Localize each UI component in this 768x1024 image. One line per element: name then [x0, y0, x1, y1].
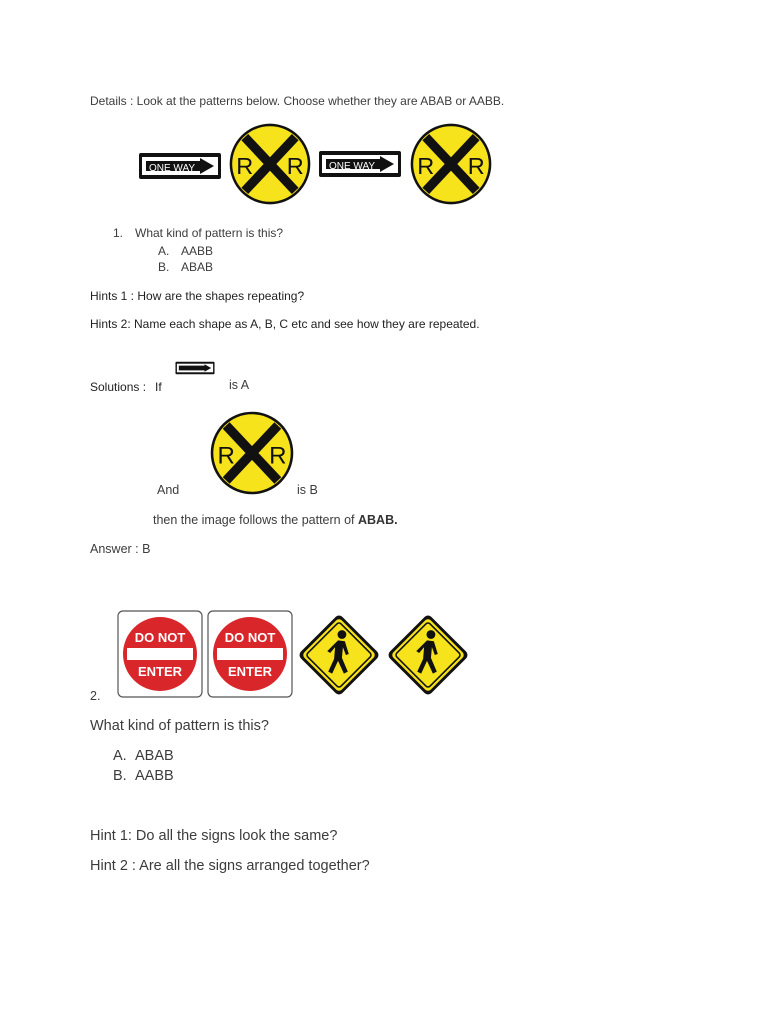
q1-option-b-letter: B.: [158, 260, 170, 274]
one-way-sign-icon: [318, 150, 402, 178]
small-one-way-sign-icon: [175, 361, 215, 375]
q2-hint-1: Hint 1: Do all the signs look the same?: [90, 828, 338, 844]
q2-option-a-text: ABAB: [135, 748, 174, 764]
pedestrian-crossing-sign-icon: [384, 611, 472, 699]
railroad-crossing-sign-icon: [228, 122, 312, 206]
q1-option-a-text: AABB: [181, 244, 214, 258]
one-way-sign-icon: [138, 152, 222, 180]
rr-right-letter: R: [269, 442, 287, 470]
conclusion-pattern: ABAB.: [358, 513, 398, 527]
q2-option-a-letter: A.: [113, 748, 127, 764]
rr-right-letter: R: [467, 153, 485, 180]
answer-1: Answer : B: [90, 542, 151, 556]
dne-top-label: DO NOT: [224, 630, 276, 645]
hint-1: Hints 1 : How are the shapes repeating?: [90, 289, 305, 303]
dne-bottom-label: ENTER: [227, 664, 273, 679]
railroad-crossing-sign-icon: [409, 122, 493, 206]
solutions-and: And: [157, 483, 180, 497]
rr-left-letter: R: [417, 153, 435, 180]
solutions-label: Solutions :: [90, 380, 147, 394]
q2-number: 2.: [90, 689, 101, 703]
rr-left-letter: R: [217, 442, 235, 470]
q1-number: 1.: [113, 226, 124, 240]
dne-top-label: DO NOT: [134, 630, 186, 645]
do-not-enter-sign-icon: [117, 610, 203, 698]
pedestrian-crossing-sign-icon: [295, 611, 383, 699]
railroad-crossing-sign-icon: [209, 410, 295, 496]
one-way-label: ONE WAY: [328, 161, 376, 172]
q2-option-b-text: AABB: [135, 768, 174, 784]
q1-question: What kind of pattern is this?: [135, 226, 284, 240]
solutions-is-a: is A: [229, 378, 250, 392]
solutions-if: If: [155, 380, 162, 394]
solutions-is-b: is B: [297, 483, 318, 497]
q2-option-b-letter: B.: [113, 768, 127, 784]
details-text: Details : Look at the patterns below. Choose whether they are ABAB or AABB.: [90, 94, 505, 108]
hint-2: Hints 2: Name each shape as A, B, C etc and see how they are repeated.: [90, 317, 480, 331]
rr-left-letter: R: [236, 153, 254, 180]
rr-right-letter: R: [286, 153, 304, 180]
conclusion-text: then the image follows the pattern of: [153, 513, 358, 527]
one-way-label: ONE WAY: [148, 163, 196, 174]
dne-bottom-label: ENTER: [137, 664, 183, 679]
q2-hint-2: Hint 2 : Are all the signs arranged together?: [90, 858, 370, 874]
do-not-enter-sign-icon: [207, 610, 293, 698]
q1-option-b-text: ABAB: [181, 260, 214, 274]
solutions-conclusion: [153, 513, 398, 527]
q1-option-a-letter: A.: [158, 244, 170, 258]
q2-question: What kind of pattern is this?: [90, 718, 269, 734]
